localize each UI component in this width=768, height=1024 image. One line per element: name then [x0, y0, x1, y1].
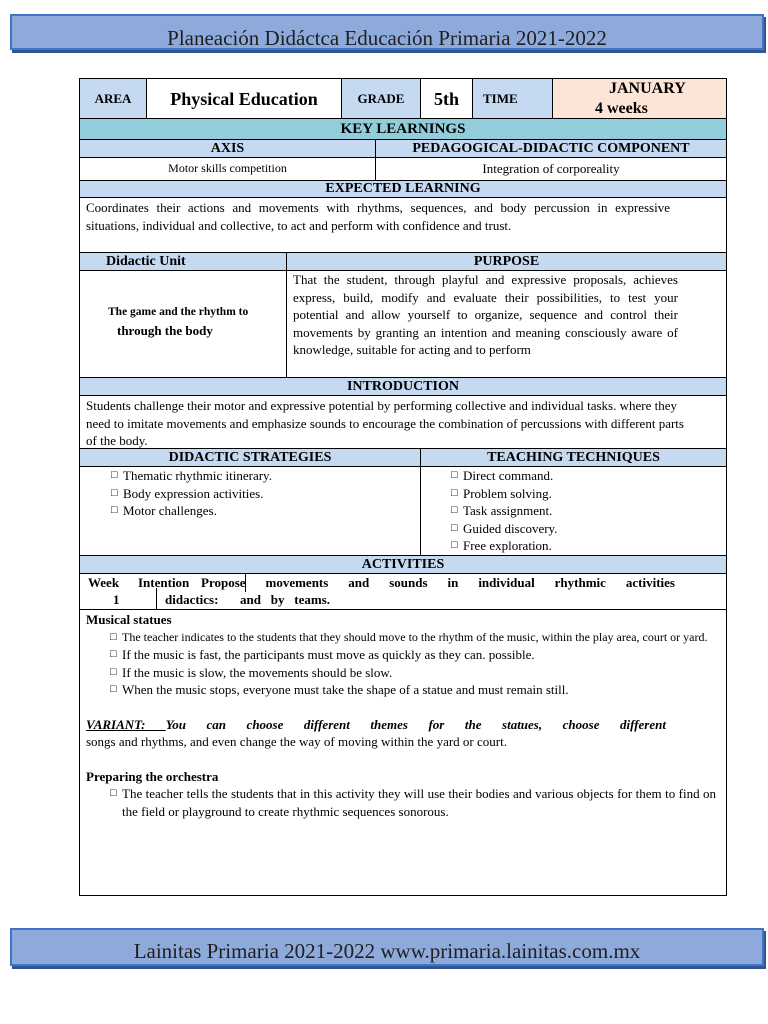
expected-learning-title: EXPECTED LEARNING [79, 181, 727, 198]
technique-item: □ Direct command. [451, 467, 726, 485]
technique-item: □ Task assignment. [451, 502, 726, 520]
variant-label: VARIANT: [86, 716, 166, 732]
time-label: TIME [473, 79, 553, 118]
strategy-item: □ Body expression activities. [111, 485, 420, 503]
orchestra-item: □ The teacher tells the students that in this activity they will use their bodies and various objects for them to find on the field or playground to create rhythmic sequences sonorous. [110, 785, 716, 820]
musical-item: □ The teacher indicates to the students that they should move to the rhythm of the music, within the play area, court or yard. [110, 629, 721, 647]
technique-item: □ Problem solving. [451, 485, 726, 503]
musical-statues-list [110, 629, 708, 699]
header-banner-text: Planeación Didáctca Educación Primaria 2021-2022 [167, 26, 607, 50]
intention-line-1: Propose movements and sounds in individual rhythmic activities [201, 575, 675, 590]
unit-label: Didactic Unit [80, 253, 287, 270]
unit-value [80, 271, 287, 377]
week-label: Week [88, 575, 120, 590]
footer-banner [10, 928, 764, 966]
strategy-item: □ Thematic rhythmic itinerary. [111, 467, 420, 485]
activities-body [79, 610, 727, 896]
technique-item: □ Guided discovery. [451, 520, 726, 538]
purpose-label: PURPOSE [473, 254, 540, 269]
expected-learning-text: Coordinates their actions and movements with rhythms, sequences, and body percussion in expressive situations, individual and collective, to act and perform with confidence and trust. [79, 198, 727, 253]
unit-body-row [79, 271, 727, 378]
didactics-label: didactics: [165, 592, 219, 607]
musical-item: □ If the music is slow, the movements should be slow. [110, 664, 666, 682]
unit-line-1: The game and the rhythm to [108, 306, 249, 318]
key-learnings-title: KEY LEARNINGS [79, 119, 727, 140]
unit-header-row [79, 253, 727, 271]
orchestra-title: Preparing the orchestra [86, 768, 219, 784]
axis-label: AXIS [80, 140, 376, 157]
grade-label: GRADE [342, 79, 421, 118]
axis-header-row [79, 140, 727, 158]
planning-document [79, 78, 727, 896]
header-banner [10, 14, 764, 50]
axis-value: Motor skills competition [80, 158, 376, 180]
grade-value: 5th [421, 79, 473, 118]
duration: 4 weeks [595, 100, 648, 117]
activities-title: ACTIVITIES [79, 556, 727, 574]
strategies-header-row [79, 449, 727, 467]
introduction-text: Students challenge their motor and expressive potential by performing collective and individual tasks. where they need to imitate movements and emphasize sounds to encourage the combination of percussions with different parts of the body. [79, 396, 727, 449]
introduction-title: INTRODUCTION [79, 378, 727, 396]
strategy-item: □ Motor challenges. [111, 502, 420, 520]
technique-item: □ Free exploration. [451, 537, 726, 555]
week-number: 1 [113, 592, 120, 607]
intention-label: Intention [138, 575, 190, 590]
intention-cell [138, 574, 726, 609]
footer-banner-text: Lainitas Primaria 2021-2022 www.primaria.lainitas.com.mx [133, 939, 641, 963]
axis-value-row [79, 158, 727, 181]
variant-rest: songs and rhythms, and even change the way of moving within the yard or court. [86, 734, 507, 749]
component-label: PEDAGOGICAL-DIDACTIC COMPONENT [412, 141, 690, 156]
strategies-list [111, 467, 420, 520]
variant-line [86, 716, 666, 734]
intention-line-2: and by teams. [240, 592, 330, 607]
musical-item: □ When the music stops, everyone must take the shape of a statue and must remain still. [110, 681, 666, 699]
time-value [553, 79, 726, 118]
info-row [79, 78, 727, 119]
area-label: AREA [80, 79, 147, 118]
area-value: Physical Education [147, 79, 342, 118]
strategies-list-cell [80, 467, 421, 555]
component-value: Integration of corporeality [482, 161, 620, 176]
unit-line-2: through the body [117, 323, 213, 338]
week-row [79, 574, 727, 610]
month: JANUARY [609, 80, 686, 97]
strategies-title: DIDACTIC STRATEGIES [80, 449, 421, 466]
techniques-title: TEACHING TECHNIQUES [487, 450, 660, 465]
purpose-text: That the student, through playful and expressive proposals, achieves express, build, modify and evaluate their possibilities, to test your potential and allow yourself to organize, sequence and control their movements by granting an intention and meaning consciously aware of knowledge, suitable for acting and to perform [293, 272, 678, 357]
musical-statues-title: Musical statues [86, 612, 172, 627]
musical-item: □ If the music is fast, the participants must move as quickly as they can. possible. [110, 646, 666, 664]
techniques-list [451, 467, 726, 555]
strategies-body-row [79, 467, 727, 556]
techniques-list-cell [421, 467, 726, 555]
orchestra-list [110, 785, 716, 820]
variant-italic: You can choose different themes for the statues, choose different [165, 716, 666, 732]
